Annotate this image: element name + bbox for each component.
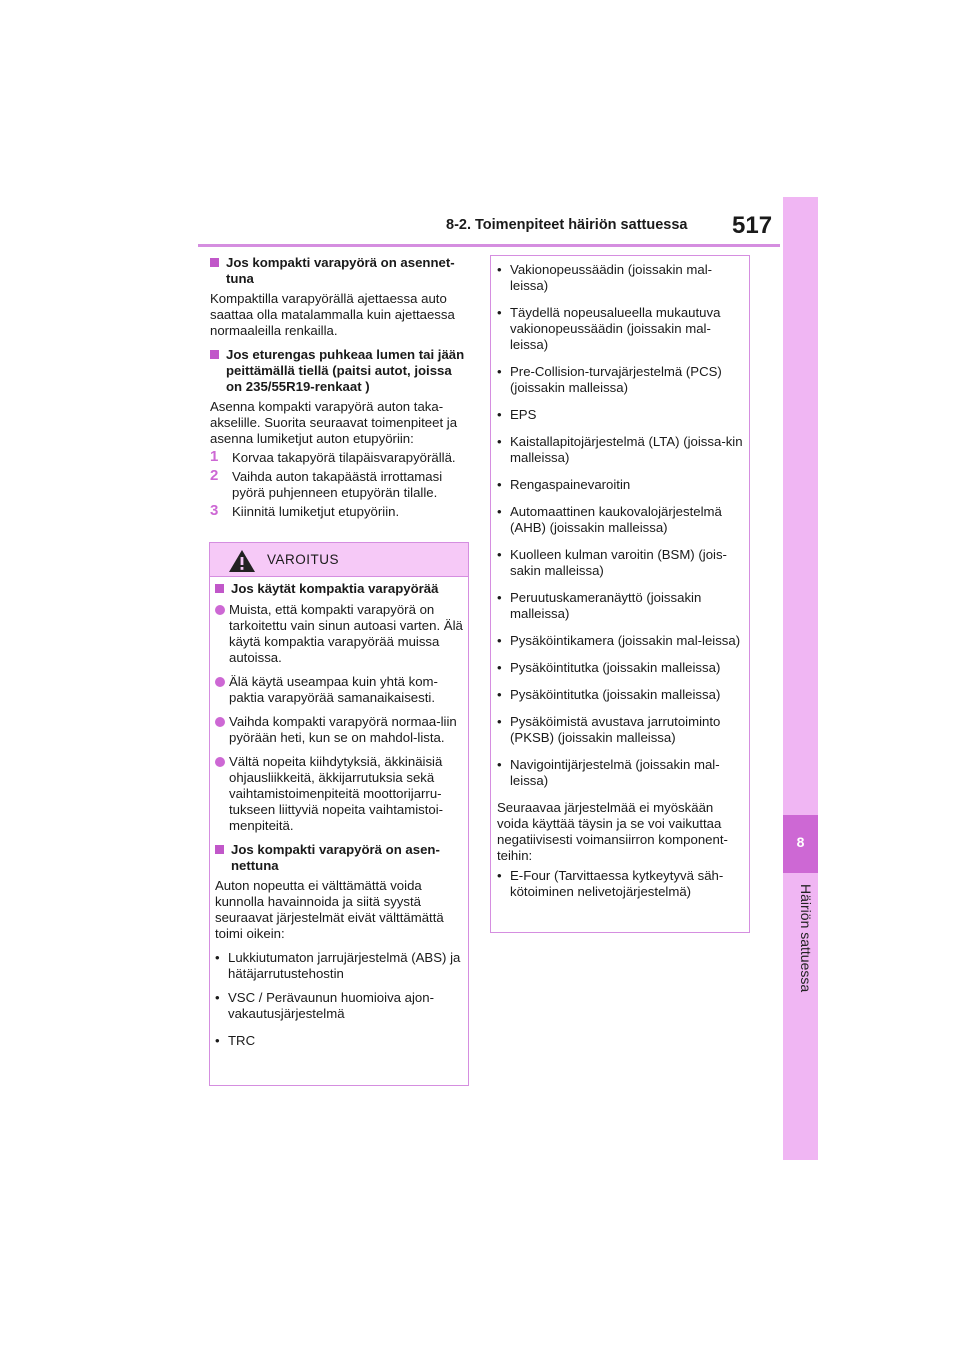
list-item: • Kaistallapitojärjestelmä (LTA) (joissa-kin malleissa) — [497, 434, 743, 465]
chapter-label: Häiriön sattuessa — [798, 884, 814, 993]
paragraph: Auton nopeutta ei välttämättä voida kunnolla havainnoida ja siitä syystä seuraavat järjestelmät eivät välttämättä toimi oikein: — [215, 878, 444, 941]
section-heading: Jos käytät kompaktia varapyörää — [215, 581, 463, 597]
section-heading: Jos kompakti varapyörä on asennet-tuna — [210, 255, 468, 287]
list-item: • Automaattinen kaukovalojärjestelmä (AHB) (joissakin malleissa) — [497, 504, 722, 535]
list-item: • Kuolleen kulman varoitin (BSM) (jois-sakin malleissa) — [497, 547, 727, 578]
step-item: 1 Korvaa takapyörä tilapäisvarapyörällä. — [210, 448, 456, 465]
page-number: 517 — [732, 212, 773, 239]
bullet-icon: • — [497, 305, 502, 320]
list-item: • E-Four (Tarvittaessa kytkeytyvä säh-kötoiminen nelivetojärjestelmä) — [497, 868, 724, 899]
bullet-icon: • — [215, 1033, 220, 1048]
circle-bullet-icon — [215, 605, 225, 615]
step-number: 2 — [210, 467, 219, 484]
warning-triangle-icon — [228, 549, 256, 573]
circle-bullet-icon — [215, 757, 225, 767]
list-item: • Pre-Collision-turvajärjestelmä (PCS) (joissakin malleissa) — [497, 364, 722, 395]
section-heading: Jos kompakti varapyörä on asen-nettuna — [215, 842, 463, 874]
bullet-icon: • — [215, 990, 220, 1005]
bullet-icon: • — [497, 434, 502, 449]
list-item: • Vakionopeussäädin (joissakin mal-leissa) — [497, 262, 713, 293]
section-heading: Jos eturengas puhkeaa lumen tai jään peittämällä tiellä (paitsi autot, joissa on 235/55R19-renkaat ) — [210, 347, 468, 395]
square-bullet-icon — [215, 584, 224, 593]
list-item: Muista, että kompakti varapyörä on tarkoitettu vain sinun autoasi varten. Älä käytä kompaktia varapyörää muissa autoissa. — [215, 602, 463, 666]
bullet-icon: • — [497, 407, 502, 422]
bullet-icon: • — [497, 868, 502, 883]
section-title: 8-2. Toimenpiteet häiriön sattuessa — [446, 217, 688, 233]
chapter-number: 8 — [796, 834, 805, 850]
header-divider — [198, 244, 780, 247]
bullet-icon: • — [497, 660, 502, 675]
bullet-icon: • — [497, 687, 502, 702]
list-item: Vältä nopeita kiihdytyksiä, äkkinäisiä ohjausliikkeitä, äkkijarrutuksia sekä vaihtamistoimenpiteitä moottorijarru-tukseen liittyviä nopeita vaihtamistoi-menpiteitä. — [215, 754, 463, 834]
list-item: • Täydellä nopeusalueella mukautuva vakionopeussäädin (joissakin mal-leissa) — [497, 305, 721, 352]
warning-body — [210, 577, 468, 1049]
square-bullet-icon — [215, 845, 224, 854]
bullet-icon: • — [215, 950, 220, 965]
list-item: • Pysäköimistä avustava jarrutoiminto (PKSB) (joissakin malleissa) — [497, 714, 721, 745]
warning-body — [491, 256, 749, 900]
list-item: • Pysäköintitutka (joissakin malleissa) — [497, 687, 721, 702]
bullet-icon: • — [497, 757, 502, 772]
list-item: • Pysäköintitutka (joissakin malleissa) — [497, 660, 721, 675]
bullet-icon: • — [497, 633, 502, 648]
warning-header — [210, 543, 468, 577]
list-item: • Lukkiutumaton jarrujärjestelmä (ABS) ja hätäjarrutustehostin — [215, 950, 461, 981]
column-left — [210, 255, 468, 523]
bullet-icon: • — [497, 714, 502, 729]
chapter-side-tab — [783, 197, 818, 1160]
paragraph: Asenna kompakti varapyörä auton taka-akselille. Suorita seuraavat toimenpiteet ja asenna lumiketjut auton etupyöriin: — [210, 399, 458, 446]
warning-box — [209, 542, 469, 1086]
list-item: • Pysäköintikamera (joissakin mal-leissa) — [497, 633, 741, 648]
list-item: • Rengaspainevaroitin — [497, 477, 631, 492]
bullet-icon: • — [497, 262, 502, 277]
step-list — [210, 450, 468, 520]
list-item: Älä käytä useampaa kuin yhtä kom-paktia varapyörää samanaikaisesti. — [215, 674, 463, 706]
circle-bullet-icon — [215, 717, 225, 727]
step-number: 1 — [210, 448, 219, 465]
step-item: 2 Vaihda auton takapäästä irrottamasi pyörä puhjenneen etupyörän tilalle. — [210, 467, 443, 500]
bullet-icon: • — [497, 547, 502, 562]
paragraph: Kompaktilla varapyörällä ajettaessa auto saattaa olla matalammalla kuin ajettaessa normaaleilla renkailla. — [210, 291, 455, 338]
list-item: • VSC / Perävaunun huomioiva ajon-vakautusjärjestelmä — [215, 990, 434, 1021]
step-item: 3 Kiinnitä lumiketjut etupyöriin. — [210, 502, 400, 519]
step-number: 3 — [210, 502, 219, 519]
list-item: • Peruutuskameranäyttö (joissakin malleissa) — [497, 590, 702, 621]
list-item: • EPS — [497, 407, 537, 422]
bullet-icon: • — [497, 504, 502, 519]
warning-box-continued — [490, 255, 750, 933]
circle-bullet-icon — [215, 677, 225, 687]
square-bullet-icon — [210, 258, 219, 267]
bullet-icon: • — [497, 477, 502, 492]
paragraph: Seuraavaa järjestelmää ei myöskään voida käyttää täysin ja se voi vaikuttaa negatiivisesti voimansiirron komponent-teihin: — [497, 800, 728, 863]
bullet-icon: • — [497, 364, 502, 379]
list-item: Vaihda kompakti varapyörä normaa-liin pyörään heti, kun se on mahdol-lista. — [215, 714, 463, 746]
bullet-icon: • — [497, 590, 502, 605]
warning-title: VAROITUS — [267, 552, 340, 567]
square-bullet-icon — [210, 350, 219, 359]
list-item: • TRC — [215, 1033, 256, 1048]
list-item: • Navigointijärjestelmä (joissakin mal-leissa) — [497, 757, 720, 788]
